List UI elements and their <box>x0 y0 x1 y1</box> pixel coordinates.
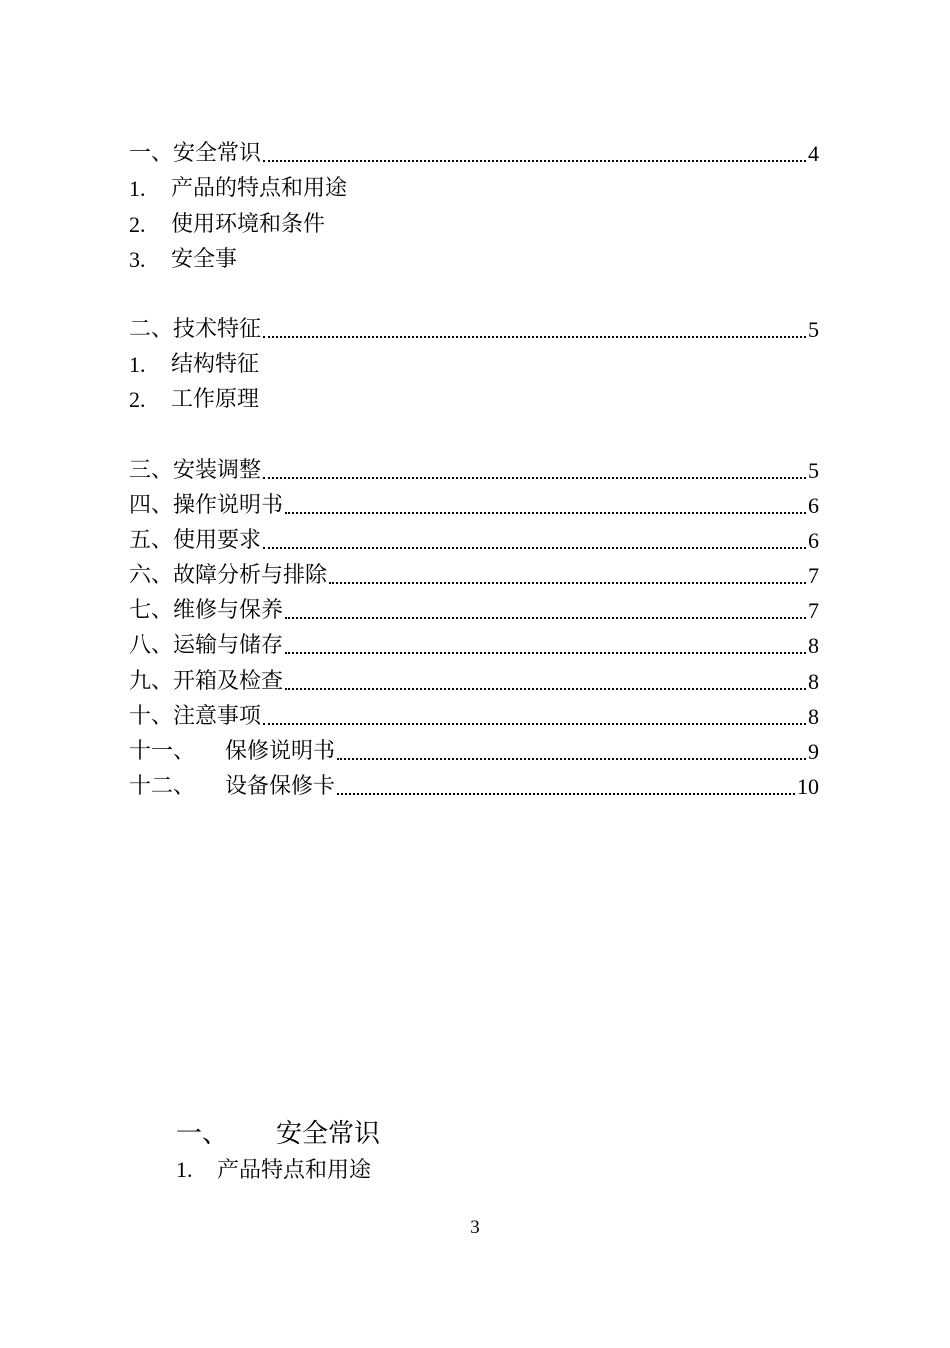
toc-dot-leader <box>329 582 806 584</box>
toc-dot-leader <box>337 758 806 760</box>
section-number: 一、 <box>176 1119 229 1149</box>
toc-subentry-label: 结构特征 <box>171 352 260 378</box>
toc-entry-label: 一、安全常识 <box>129 141 262 167</box>
toc-entry-page: 6 <box>808 527 819 553</box>
toc-entry[interactable] <box>129 730 819 765</box>
toc-subentry-number: 3. <box>129 246 146 272</box>
toc-entry-page: 8 <box>808 668 819 694</box>
toc-subentry-label: 使用环境和条件 <box>171 211 326 237</box>
toc-entry[interactable] <box>129 659 819 694</box>
toc-dot-leader <box>285 512 806 514</box>
toc-dot-leader <box>263 723 806 725</box>
toc-dot-leader <box>285 688 806 690</box>
toc-entry-page: 6 <box>808 492 819 518</box>
subsection-number: 1. <box>176 1157 193 1182</box>
toc-subentry-number: 2. <box>129 211 146 237</box>
page-number: 3 <box>470 1217 480 1238</box>
toc-subentry-number: 1. <box>129 176 146 202</box>
toc-entry-label: 二、技术特征 <box>129 316 262 342</box>
toc-subentry-label: 安全事 <box>171 246 238 272</box>
toc-entry-page: 10 <box>797 774 819 800</box>
toc-entry[interactable] <box>129 484 819 519</box>
toc-subentry-number: 2. <box>129 387 146 413</box>
toc-entry-label: 保修说明书 <box>225 739 336 764</box>
toc-entry[interactable] <box>129 765 819 800</box>
toc-dot-leader <box>263 547 806 549</box>
toc-subentry[interactable] <box>129 167 819 202</box>
subsection-title: 产品特点和用途 <box>217 1158 372 1183</box>
toc-entry-label: 十、注意事项 <box>129 703 262 729</box>
toc-subentry[interactable] <box>129 238 819 273</box>
toc-entry[interactable] <box>129 132 819 167</box>
section-heading <box>176 1118 380 1150</box>
toc-entry-label: 四、操作说明书 <box>129 492 284 518</box>
toc-dot-leader <box>285 652 806 654</box>
toc-subentry-label: 工作原理 <box>171 387 260 413</box>
toc-dot-leader <box>263 336 806 338</box>
toc-dot-leader <box>263 160 806 162</box>
toc-entry[interactable] <box>129 519 819 554</box>
section-subheading <box>176 1156 371 1185</box>
toc-subentry-number: 1. <box>129 352 146 378</box>
toc-entry-page: 9 <box>808 739 819 764</box>
toc-entry-page: 4 <box>808 141 819 167</box>
toc-entry[interactable] <box>129 554 819 589</box>
toc-dot-leader <box>337 793 795 795</box>
toc-entry-prefix: 十一、 <box>129 739 196 764</box>
table-of-contents <box>129 132 819 800</box>
toc-entry-label: 五、使用要求 <box>129 527 262 553</box>
toc-entry-label: 六、故障分析与排除 <box>129 563 328 589</box>
toc-entry[interactable] <box>129 589 819 624</box>
toc-entry-label: 九、开箱及检查 <box>129 668 284 694</box>
toc-entry-label: 三、安装调整 <box>129 457 262 483</box>
toc-entry-label: 七、维修与保养 <box>129 598 284 624</box>
toc-entry-page: 5 <box>808 316 819 342</box>
toc-subentry[interactable] <box>129 378 819 413</box>
toc-entry-page: 7 <box>808 598 819 624</box>
toc-subentry-label: 产品的特点和用途 <box>171 176 348 202</box>
toc-entry-page: 7 <box>808 563 819 589</box>
toc-entry-prefix: 十二、 <box>129 774 196 800</box>
toc-entry-page: 8 <box>808 703 819 729</box>
toc-entry-page: 5 <box>808 457 819 483</box>
toc-dot-leader <box>263 477 806 479</box>
toc-entry[interactable] <box>129 448 819 483</box>
toc-entry[interactable] <box>129 624 819 659</box>
toc-subentry[interactable] <box>129 202 819 237</box>
toc-entry-page: 8 <box>808 633 819 659</box>
toc-subentry[interactable] <box>129 343 819 378</box>
toc-entry-label: 八、运输与储存 <box>129 633 284 659</box>
section-title: 安全常识 <box>276 1119 381 1149</box>
toc-entry-label: 设备保修卡 <box>225 774 336 800</box>
toc-entry[interactable] <box>129 695 819 730</box>
toc-entry[interactable] <box>129 308 819 343</box>
toc-dot-leader <box>285 617 806 619</box>
